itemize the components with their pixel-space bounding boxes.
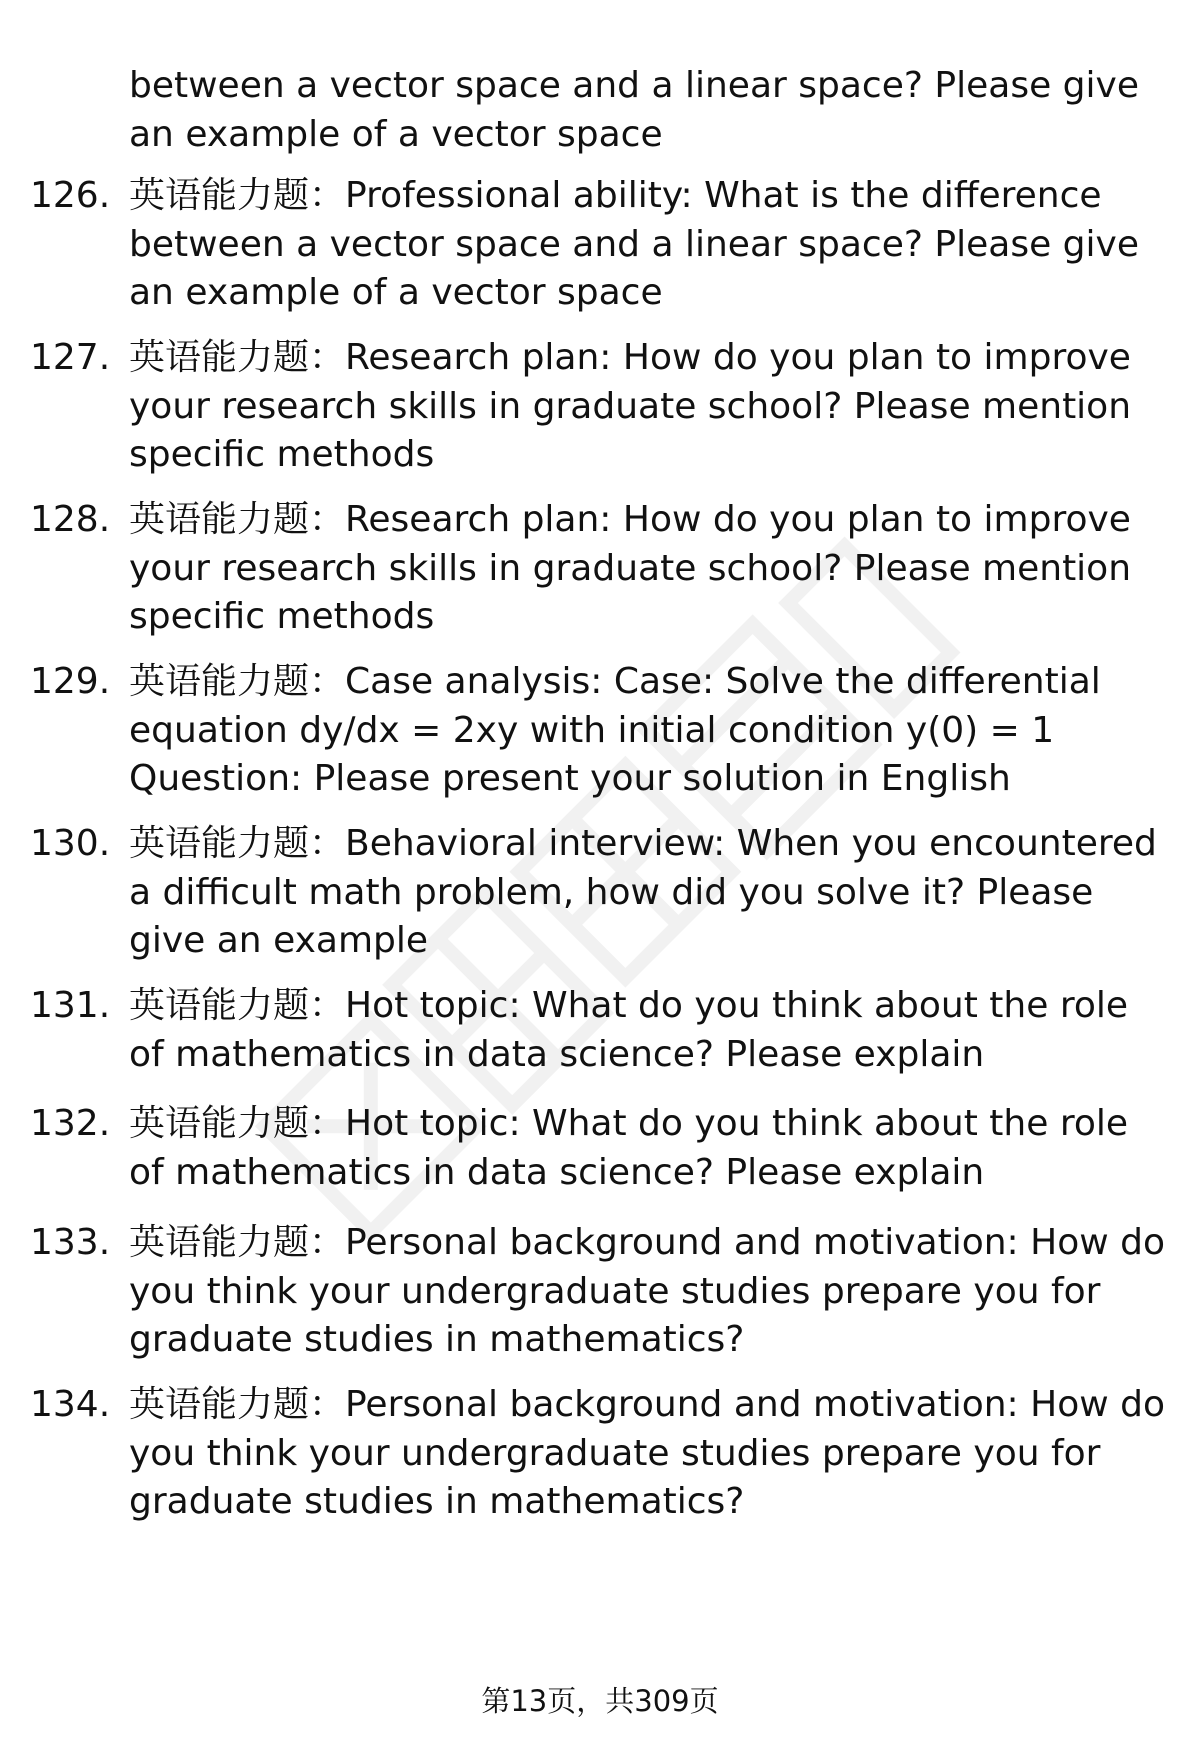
question-number: 130. [30,823,111,864]
question-text: 英语能力题：Professional ability: What is the difference between a vector space and a linear space? Please give an example of a vector space [129,175,1139,313]
question-number: 128. [30,499,111,540]
question-number: 126. [30,175,111,216]
question-number: 127. [30,337,111,378]
question-text: 英语能力题：Personal background and motivation: How do you think your undergraduate studies prepare you for graduate studies in mathematics? [129,1384,1165,1522]
question-text: 英语能力题：Research plan: How do you plan to improve your research skills in graduate school? Please mention specific methods [129,337,1132,475]
question-text: 英语能力题：Personal background and motivation: How do you think your undergraduate studies prepare you for graduate studies in mathematics? [129,1222,1165,1360]
question-number: 132. [30,1103,111,1144]
question-text: 英语能力题：Hot topic: What do you think about the role of mathematics in data science? Please explain [129,1103,1129,1193]
question-text: 英语能力题：Case analysis: Case: Solve the differential equation dy/dx = 2xy with initial condition y(0) = 1 Question: Please present your solution in English [129,661,1101,799]
page-footer: 第13页，共309页 [481,1684,719,1718]
question-number: 134. [30,1384,111,1425]
question-number: 129. [30,661,111,702]
continued-question-text: between a vector space and a linear space? Please give an example of a vector space [129,65,1139,155]
question-number: 133. [30,1222,111,1263]
question-number: 131. [30,985,111,1026]
question-text: 英语能力题：Research plan: How do you plan to improve your research skills in graduate school? Please mention specific methods [129,499,1132,637]
question-text: 英语能力题：Hot topic: What do you think about the role of mathematics in data science? Please explain [129,985,1129,1075]
question-text: 英语能力题：Behavioral interview: When you encountered a difficult math problem, how did you solve it? Please give an example [129,823,1157,961]
